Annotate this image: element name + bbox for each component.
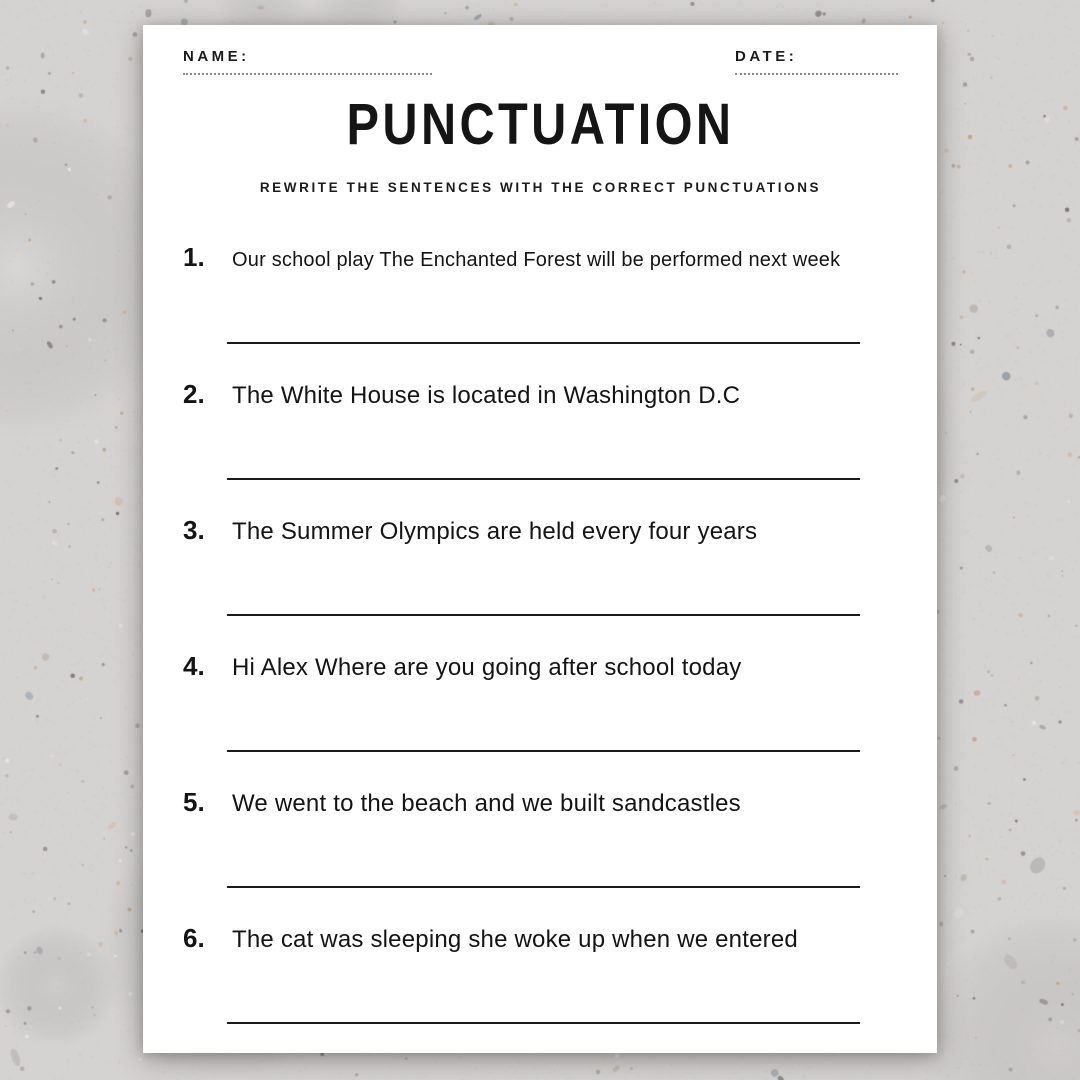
- question-sentence: The cat was sleeping she woke up when we entered: [232, 926, 798, 953]
- question-number: 2.: [183, 379, 205, 409]
- question-item-5: [183, 787, 898, 888]
- date-label: DATE:: [735, 48, 798, 65]
- question-row: [183, 923, 898, 955]
- question-item-2: [183, 379, 898, 480]
- answer-line[interactable]: [227, 750, 860, 752]
- question-list: [183, 242, 898, 1024]
- worksheet-subtitle: REWRITE THE SENTENCES WITH THE CORRECT PUNCTUATIONS: [259, 180, 822, 195]
- answer-line[interactable]: [227, 342, 860, 344]
- question-sentence: We went to the beach and we built sandcastles: [232, 790, 741, 817]
- question-sentence: The Summer Olympics are held every four years: [232, 518, 758, 545]
- worksheet-page: [143, 25, 937, 1053]
- answer-line[interactable]: [227, 614, 860, 616]
- question-row: [183, 379, 898, 411]
- worksheet-header: [183, 48, 898, 75]
- question-number: 6.: [183, 923, 205, 953]
- question-item-3: [183, 515, 898, 616]
- question-row: [183, 651, 898, 683]
- question-sentence: Our school play The Enchanted Forest will be performed next week: [232, 249, 841, 271]
- question-number: 4.: [183, 651, 205, 681]
- question-number: 5.: [183, 787, 205, 817]
- question-sentence: Hi Alex Where are you going after school today: [232, 654, 742, 681]
- question-row: [183, 515, 898, 547]
- name-label: NAME:: [183, 48, 250, 65]
- date-field[interactable]: [735, 48, 898, 75]
- answer-line[interactable]: [227, 886, 860, 888]
- question-row: [183, 242, 898, 275]
- question-number: 3.: [183, 515, 205, 545]
- question-row: [183, 787, 898, 819]
- question-item-4: [183, 651, 898, 752]
- name-field[interactable]: [183, 48, 432, 75]
- worksheet-title: PUNCTUATION: [346, 92, 735, 157]
- question-sentence: The White House is located in Washington D.C: [232, 382, 741, 409]
- answer-line[interactable]: [227, 1022, 860, 1024]
- question-item-6: [183, 923, 898, 1024]
- question-number: 1.: [183, 242, 205, 272]
- answer-line[interactable]: [227, 478, 860, 480]
- question-item-1: [183, 242, 898, 344]
